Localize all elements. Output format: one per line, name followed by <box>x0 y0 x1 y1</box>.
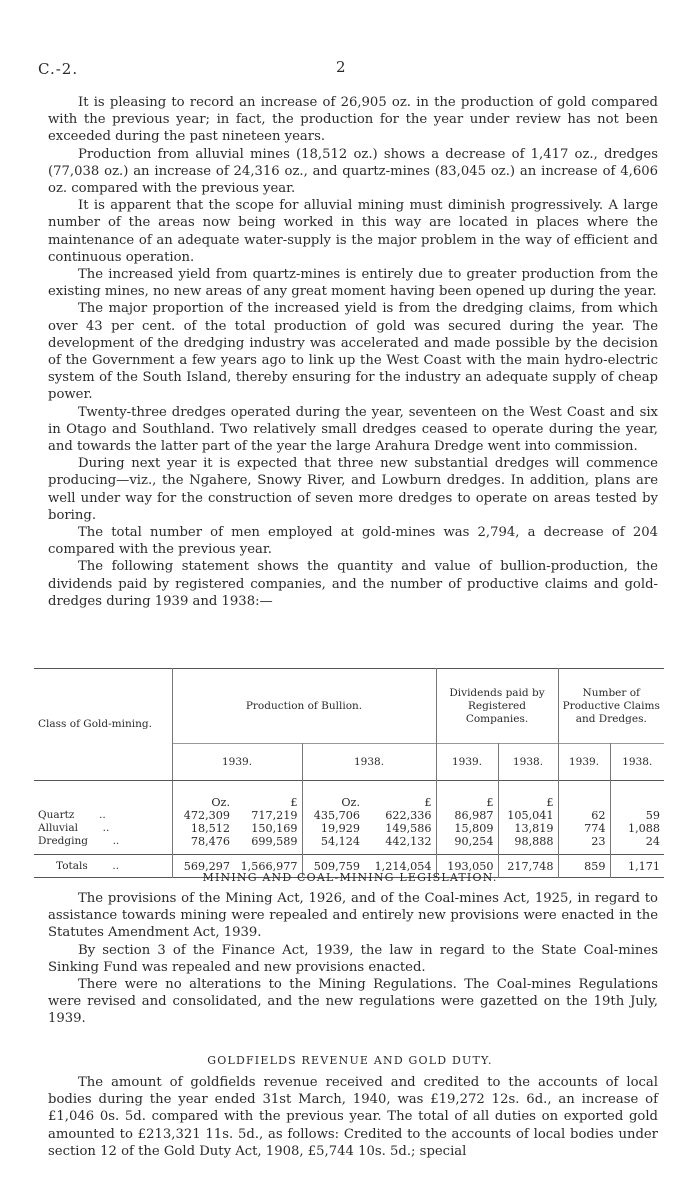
cell-oz-1938: 19,929 <box>302 822 364 835</box>
cell-oz-1939: 78,476 <box>172 835 234 855</box>
cell-oz-1939: 472,309 <box>172 809 234 822</box>
paragraph: Production from alluvial mines (18,512 oz.) shows a decrease of 1,417 oz., dredges (77,038 oz.) an increase of 24,316 oz., and quartz-mines (83,045 oz.) an increase of 4,606 oz. compared with the previous year. <box>48 146 658 197</box>
paragraph: During next year it is expected that three new substantial dredges will commence producing—viz., the Ngahere, Snowy River, and Lowburn dredges. In addition, plans are well under way for the construction of seven more dredges to operate on areas tested by boring. <box>48 456 658 523</box>
cell-claims-1939: 774 <box>558 822 610 835</box>
unit-pound: £ <box>424 795 432 809</box>
cell-claims-1938: 59 <box>610 809 664 822</box>
cell-value-1938: 442,132 <box>385 834 432 848</box>
cell-oz-1938: 435,706 <box>302 809 364 822</box>
legislation-heading: MINING AND COAL-MINING LEGISLATION. <box>202 871 498 884</box>
unit-pound: £ <box>436 781 498 809</box>
cell-dividends-1938: 98,888 <box>498 835 558 855</box>
table-row <box>34 835 664 855</box>
cell-oz-1939: 18,512 <box>172 822 234 835</box>
bullion-statistics-table <box>34 668 664 878</box>
total-oz-1939: 569,297 <box>172 855 234 878</box>
claims-group-header: Number of Productive Claims and Dredges. <box>558 669 664 744</box>
cell-value-1939: 150,169 <box>251 821 298 835</box>
claims-1938-header: 1938. <box>610 744 664 781</box>
total-oz-1938: 509,759 <box>302 855 364 878</box>
legislation-text <box>48 890 658 1028</box>
goldfields-heading: GOLDFIELDS REVENUE AND GOLD DUTY. <box>207 1054 493 1067</box>
unit-oz: Oz. <box>302 781 364 809</box>
paragraph: The provisions of the Mining Act, 1926, and of the Coal-mines Act, 1925, in regard to assistance towards mining were repealed and entirely new provisions were enacted in the Statutes Amendment Act, 1939. <box>48 891 658 941</box>
cell-oz-1938: 54,124 <box>302 835 364 855</box>
paragraph: The following statement shows the quantity and value of bullion-production, the dividends paid by registered companies, and the number of productive claims and gold-dredges during 1939 and 1938:— <box>48 559 658 609</box>
cell-value-1939: 717,219 <box>251 808 298 822</box>
intro-text <box>48 94 658 610</box>
unit-pound: £ <box>290 795 298 809</box>
cell-value-1938: 622,336 <box>385 808 432 822</box>
cell-dividends-1939: 90,254 <box>436 835 498 855</box>
paragraph: It is apparent that the scope for alluvial mining must diminish progressively. A large number of the areas now being worked in this way are located in places where the maintenance of an adequate water-supply is the major problem in the way of efficient and continuous operation. <box>48 198 658 265</box>
cell-dividends-1939: 86,987 <box>436 809 498 822</box>
total-value-1939: 1,566,977 <box>240 859 298 873</box>
dividends-group-header: Dividends paid by Registered Companies. <box>436 669 558 744</box>
total-value-1938: 1,214,054 <box>374 859 432 873</box>
cell-dividends-1938: 13,819 <box>498 822 558 835</box>
dividends-1938-header: 1938. <box>498 744 558 781</box>
row-label: Dredging <box>38 834 88 847</box>
page-header-code: C.-2. <box>38 60 79 78</box>
paragraph: The major proportion of the increased yield is from the dredging claims, from which over 43 per cent. of the total production of gold was secured during the year. The development of the dredging industry was accelerated and made possible by the decision of the Government a few years ago to link up the West Coast with the main hydro-electric system of the South Island, thereby ensuring for the industry an adequate supply of cheap power. <box>48 301 658 403</box>
paragraph: It is pleasing to record an increase of 26,905 oz. in the production of gold compared with the previous year; in fact, the production for the year under review has not been exceeded during the past nineteen years. <box>48 95 658 145</box>
unit-pound: £ <box>498 781 558 809</box>
leader-dots: .. <box>112 834 120 847</box>
cell-value-1939: 699,589 <box>251 834 298 848</box>
paragraph: The amount of goldfields revenue received and credited to the accounts of local bodies during the year ended 31st March, 1940, was £19,272 12s. 6d., an increase of £1,046 0s. 5d. compared with the previous year. The total of all duties on exported gold amounted to £213,321 11s. 5d., as follows: Credited to the accounts of local bodies under section 12 of the Gold Duty Act, 1908, £5,744 10s. 5d.; special <box>48 1075 658 1159</box>
leader-dots: .. <box>102 822 110 834</box>
class-column-header: Class of Gold-mining. <box>34 669 172 781</box>
paragraph: There were no alterations to the Mining Regulations. The Coal-mines Regulations were revised and consolidated, and the new regulations were gazetted on the 19th July, 1939. <box>48 977 658 1027</box>
bullion-1939-header: 1939. <box>172 744 302 781</box>
row-label: Quartz <box>38 809 75 821</box>
row-label: Alluvial <box>38 822 78 834</box>
goldfields-text <box>48 1074 658 1160</box>
bullion-1938-header: 1938. <box>302 744 436 781</box>
page-number: 2 <box>336 58 346 76</box>
dividends-1939-header: 1939. <box>436 744 498 781</box>
cell-claims-1938: 24 <box>610 835 664 855</box>
claims-1939-header: 1939. <box>558 744 610 781</box>
total-claims-1939: 859 <box>558 855 610 878</box>
table-row <box>34 822 664 835</box>
paragraph: The increased yield from quartz-mines is entirely due to greater production from the existing mines, no new areas of any great moment having been opened up during the year. <box>48 267 658 300</box>
cell-value-1938: 149,586 <box>385 821 432 835</box>
paragraph: Twenty-three dredges operated during the year, seventeen on the West Coast and six in Otago and Southland. Two relatively small dredges ceased to operate during the year, and towards the latter part of the year the large Arahura Dredge went into commission. <box>48 404 658 455</box>
leader-dots: .. <box>99 809 106 821</box>
cell-claims-1938: 1,088 <box>610 822 664 835</box>
cell-claims-1939: 62 <box>558 809 610 822</box>
cell-dividends-1938: 105,041 <box>498 809 558 822</box>
paragraph: By section 3 of the Finance Act, 1939, the law in regard to the State Coal-mines Sinking Fund was repealed and new provisions enacted. <box>48 942 658 975</box>
total-dividends-1939: 193,050 <box>436 855 498 878</box>
cell-dividends-1939: 15,809 <box>436 822 498 835</box>
paragraph: The total number of men employed at gold-mines was 2,794, a decrease of 204 compared with the previous year. <box>48 525 658 558</box>
cell-claims-1939: 23 <box>558 835 610 855</box>
total-dividends-1938: 217,748 <box>498 855 558 878</box>
table-row <box>34 809 664 822</box>
leader-dots: .. <box>112 860 120 872</box>
bullion-group-header: Production of Bullion. <box>172 669 436 744</box>
totals-label: Totals <box>56 860 88 872</box>
total-claims-1938: 1,171 <box>610 855 664 878</box>
unit-oz: Oz. <box>172 781 234 809</box>
